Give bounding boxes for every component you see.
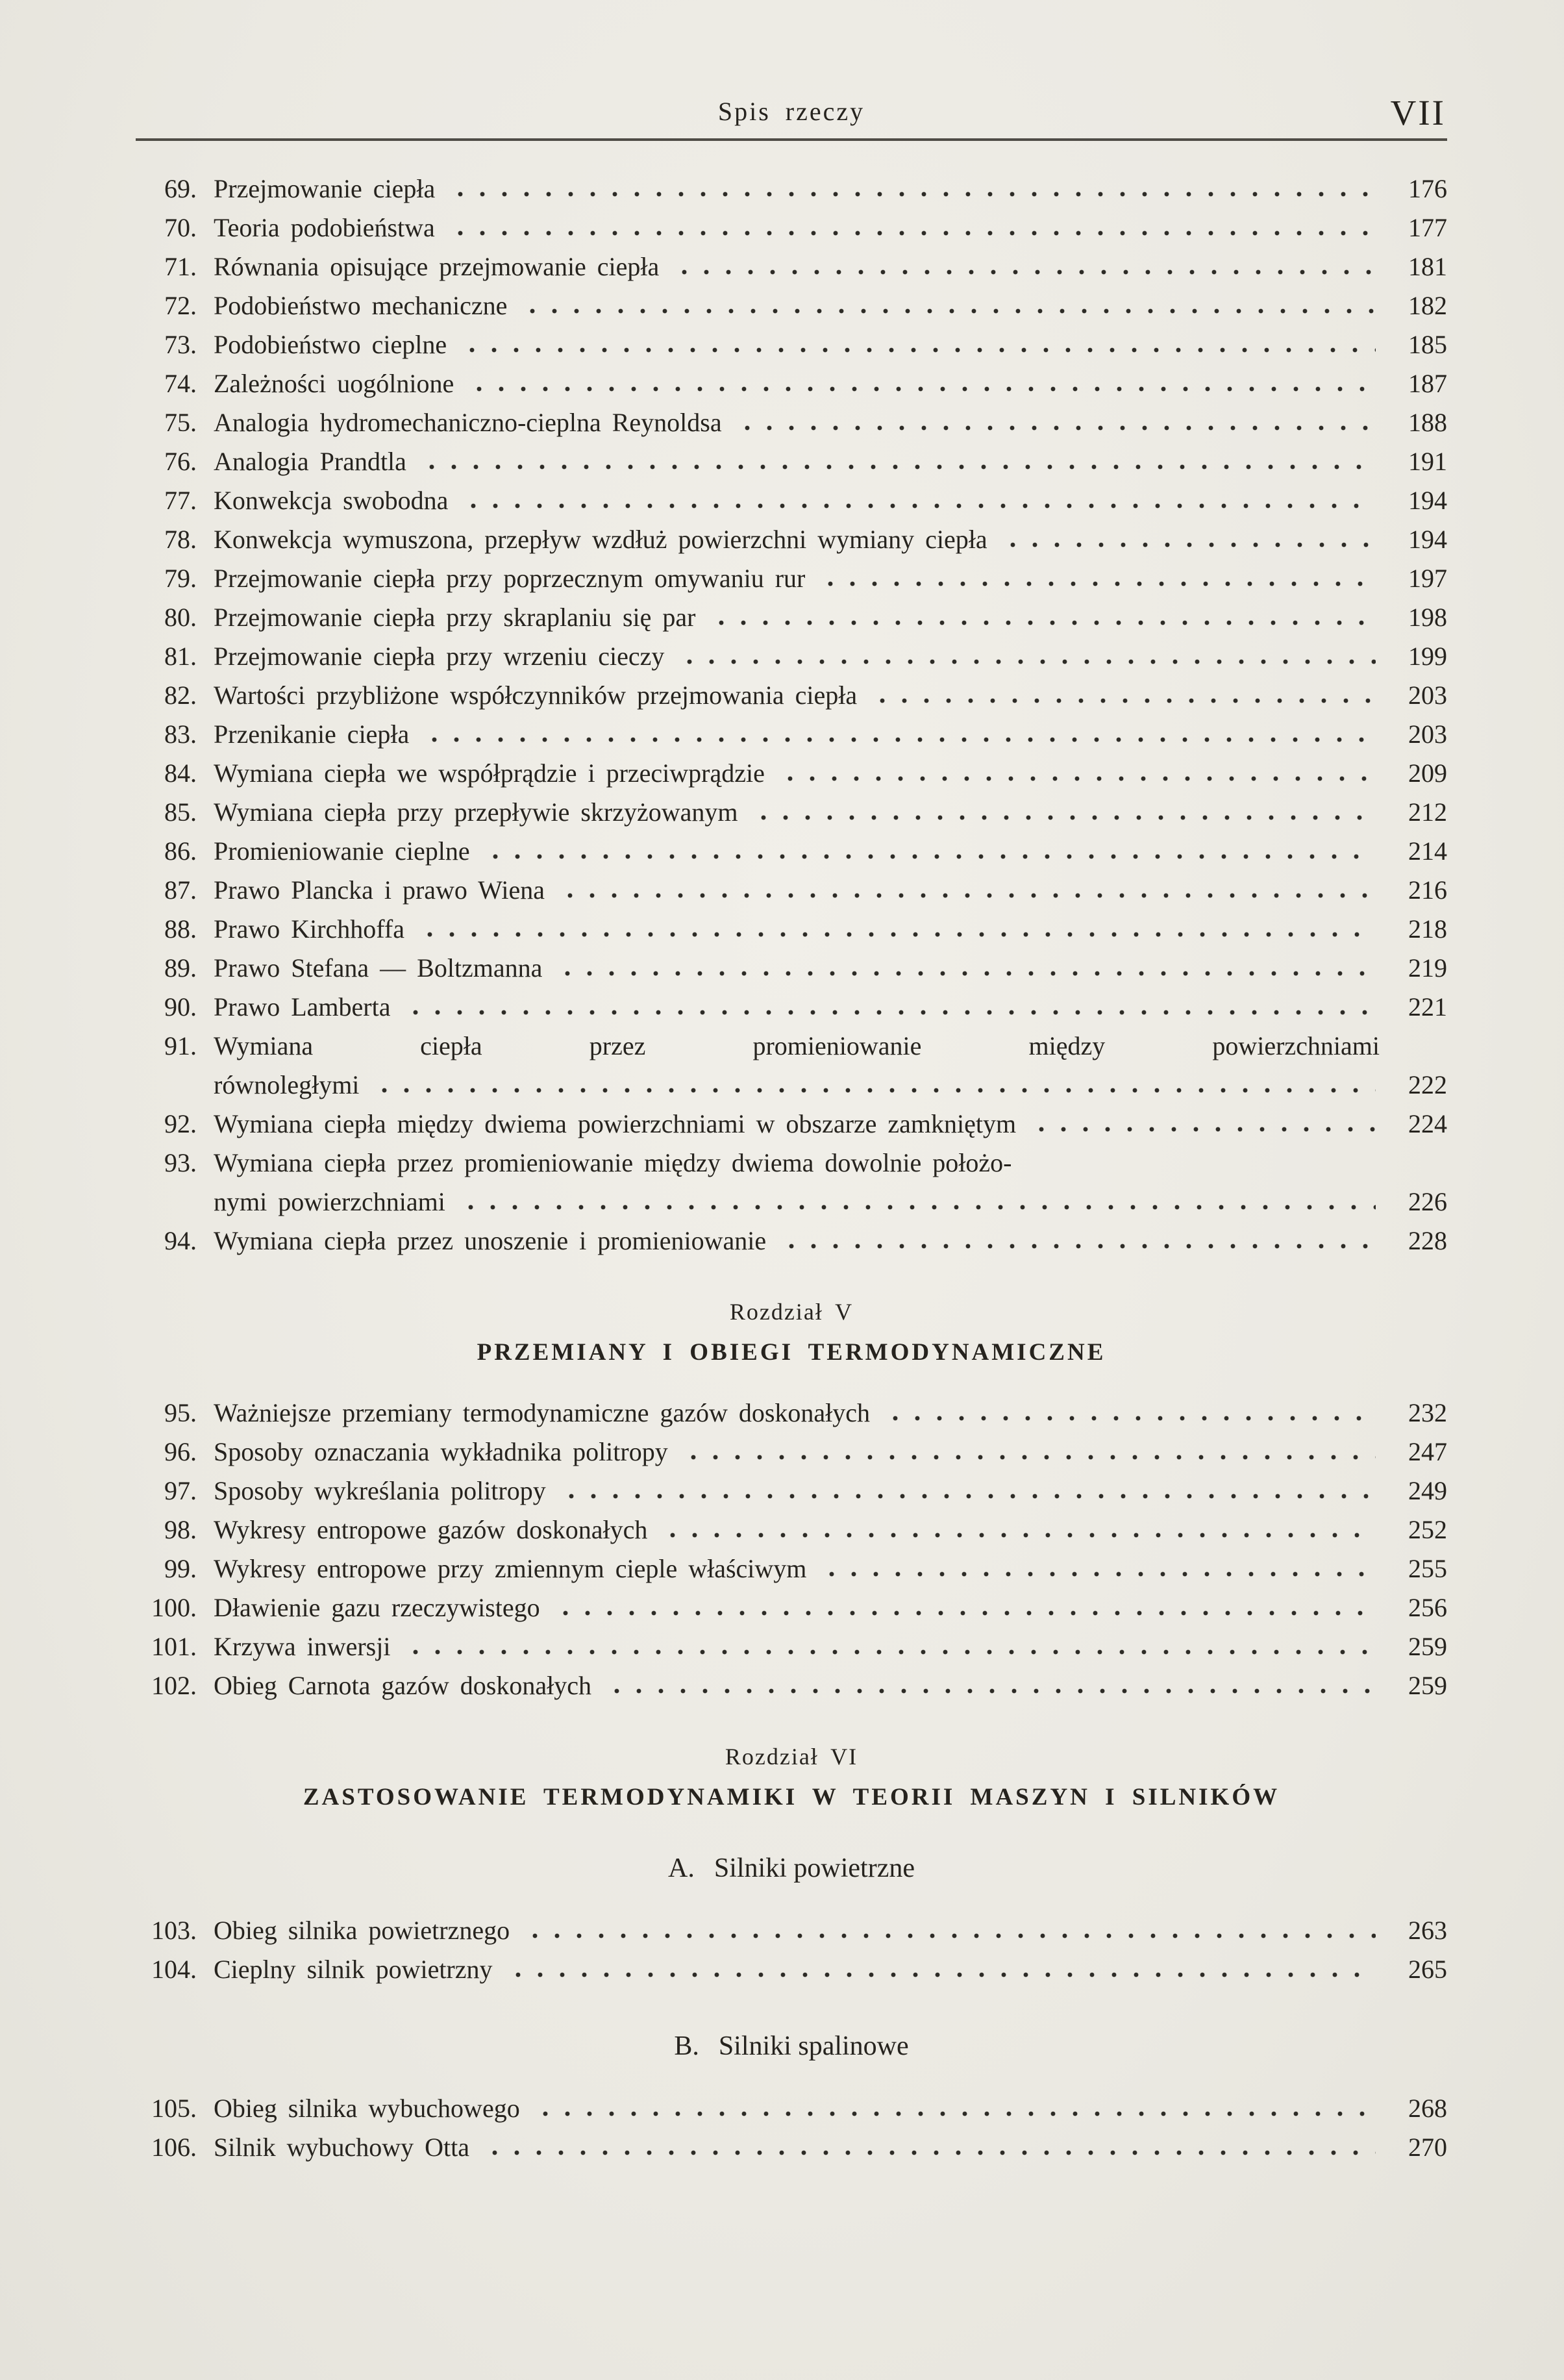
entry-number: 101.: [151, 1632, 197, 1661]
entry-title: Teoria podobieństwa: [214, 213, 435, 242]
toc-entry: [136, 481, 1447, 520]
entry-body: [197, 1588, 1380, 1627]
entry-page-number: 203: [1408, 720, 1447, 749]
entry-page-number: 199: [1408, 642, 1447, 671]
chapter-title: ZASTOSOWANIE TERMODYNAMIKI W TEORII MASZYN I SILNIKÓW: [303, 1784, 1280, 1810]
toc-entry: [136, 559, 1447, 598]
toc-entry: [136, 1666, 1447, 1705]
dot-leader: [818, 1549, 1376, 1588]
entry-body: [197, 988, 1380, 1027]
entry-body: [197, 1105, 1380, 1144]
entry-last-line: [214, 1472, 1380, 1510]
entry-last-line: [214, 637, 1380, 676]
dot-leader: [402, 988, 1376, 1027]
entry-last-line: [214, 520, 1380, 559]
entry-body: [197, 1911, 1380, 1950]
entry-body: [197, 910, 1380, 949]
entry-number: 99.: [164, 1554, 197, 1583]
entry-last-line: [214, 1627, 1380, 1666]
entry-last-line: [214, 403, 1380, 442]
dot-leader: [519, 286, 1376, 325]
toc-entry: [136, 286, 1447, 325]
entry-page-number: 268: [1408, 2094, 1447, 2123]
entry-title: Obieg Carnota gazów doskonałych: [214, 1671, 591, 1700]
page-title: Spis rzeczy: [717, 97, 865, 126]
entry-page-number: 247: [1408, 1437, 1447, 1466]
entry-title: nymi powierzchniami: [214, 1187, 445, 1216]
dot-leader: [999, 520, 1376, 559]
toc-entry: [136, 598, 1447, 637]
entry-last-line: [214, 949, 1380, 988]
entry-page-number: 191: [1408, 447, 1447, 476]
dot-leader: [460, 481, 1376, 520]
entry-number: 96.: [164, 1437, 197, 1466]
entry-number: 97.: [164, 1476, 197, 1505]
dot-leader: [418, 442, 1376, 481]
entry-page-number: 185: [1408, 330, 1447, 359]
dot-leader: [421, 715, 1376, 754]
entry-last-line: [214, 325, 1380, 364]
entry-body: [197, 1394, 1380, 1433]
toc-entry: [136, 637, 1447, 676]
toc-entry: [136, 676, 1447, 715]
entry-last-line: [214, 676, 1380, 715]
toc-entry: [136, 1588, 1447, 1627]
dot-leader: [603, 1666, 1376, 1705]
entry-body: [197, 871, 1380, 910]
entry-title: Krzywa inwersji: [214, 1632, 391, 1661]
entry-body: [197, 2089, 1380, 2128]
entry-number: 89.: [164, 953, 197, 983]
section-title: Silniki spalinowe: [718, 2031, 909, 2061]
entry-last-line: [214, 793, 1380, 832]
toc-entry: [136, 754, 1447, 793]
entry-number: 100.: [151, 1593, 197, 1622]
entry-last-line: [214, 2089, 1380, 2128]
entry-body: [197, 169, 1380, 208]
entry-title: Wymiana ciepła przez unoszenie i promieniowanie: [214, 1226, 767, 1255]
dot-leader: [532, 2089, 1376, 2128]
entry-title: Przejmowanie ciepła: [214, 174, 436, 203]
toc-entry: [136, 208, 1447, 247]
dot-leader: [659, 1510, 1376, 1549]
entry-last-line: [214, 988, 1380, 1027]
entry-body: [197, 1666, 1380, 1705]
entry-number: 105.: [151, 2094, 197, 2123]
entry-body: [197, 2128, 1380, 2167]
dot-leader: [556, 871, 1376, 910]
entry-number: 91.: [164, 1031, 197, 1060]
toc-entry: [136, 1627, 1447, 1666]
entry-title: Przejmowanie ciepła przy poprzecznym omywaniu rur: [214, 564, 806, 593]
entry-last-line: [214, 1105, 1380, 1144]
toc-entry: [136, 1027, 1447, 1105]
toc-entry: [136, 715, 1447, 754]
entry-title: Wartości przybliżone współczynników przejmowania ciepła: [214, 681, 858, 710]
entry-page-number: 177: [1408, 213, 1447, 242]
entry-number: 92.: [164, 1109, 197, 1138]
entry-number: 86.: [164, 836, 197, 866]
entry-body: [197, 481, 1380, 520]
entry-body: [197, 832, 1380, 871]
entry-page-number: 255: [1408, 1554, 1447, 1583]
entry-number: 84.: [164, 758, 197, 788]
chapter-title: PRZEMIANY I OBIEGI TERMODYNAMICZNE: [477, 1339, 1106, 1366]
dot-leader: [552, 1588, 1376, 1627]
entry-page-number: 194: [1408, 525, 1447, 554]
entry-last-line: [214, 910, 1380, 949]
entry-body: [197, 1472, 1380, 1510]
entry-body: [197, 754, 1380, 793]
entry-page-number: 188: [1408, 408, 1447, 437]
entry-body: [197, 1221, 1380, 1260]
entry-title: Wymiana ciepła we współprądzie i przeciwprądzie: [214, 758, 765, 788]
entry-title: Analogia Prandtla: [214, 447, 406, 476]
section-heading: [136, 1853, 1447, 1884]
entry-number: 75.: [164, 408, 197, 437]
entry-last-line: [214, 1549, 1380, 1588]
entry-title: równoległymi: [214, 1070, 360, 1099]
entry-last-line: [214, 208, 1380, 247]
entry-body: [197, 442, 1380, 481]
entry-body: [197, 676, 1380, 715]
entry-last-line: [214, 1911, 1380, 1950]
dot-leader: [554, 949, 1376, 988]
toc-entry: [136, 520, 1447, 559]
entry-page-number: 209: [1408, 758, 1447, 788]
entry-number: 79.: [164, 564, 197, 593]
dot-leader: [482, 832, 1376, 871]
dot-leader: [447, 169, 1376, 208]
dot-leader: [521, 1911, 1376, 1950]
entry-page-number: 222: [1408, 1070, 1447, 1099]
entry-last-line: [214, 1066, 1380, 1105]
entry-page-number: 232: [1408, 1398, 1447, 1427]
entry-page-number: 176: [1408, 174, 1447, 203]
entry-page-number: 265: [1408, 1955, 1447, 1984]
entry-title: Dławienie gazu rzeczywistego: [214, 1593, 540, 1622]
entry-body: [197, 364, 1380, 403]
entry-page-number: 224: [1408, 1109, 1447, 1138]
section-title: Silniki powietrzne: [714, 1853, 915, 1883]
entry-title: Podobieństwo mechaniczne: [214, 291, 508, 320]
entry-page-number: 203: [1408, 681, 1447, 710]
entry-title: Obieg silnika wybuchowego: [214, 2094, 520, 2123]
entry-number: 73.: [164, 330, 197, 359]
entry-page-number: 182: [1408, 291, 1447, 320]
entry-page-number: 194: [1408, 486, 1447, 515]
entry-number: 93.: [164, 1148, 197, 1177]
entry-number: 95.: [164, 1398, 197, 1427]
entry-body: [197, 1433, 1380, 1472]
dot-leader: [676, 637, 1376, 676]
entry-last-line: [214, 2128, 1380, 2167]
entry-title: Podobieństwo cieplne: [214, 330, 447, 359]
entry-title: Przejmowanie ciepła przy wrzeniu cieczy: [214, 642, 665, 671]
dot-leader: [869, 676, 1376, 715]
entry-last-line: [214, 1183, 1380, 1221]
dot-leader: [458, 325, 1376, 364]
dot-leader: [734, 403, 1376, 442]
entry-body: [197, 1144, 1380, 1221]
dot-leader: [481, 2128, 1376, 2167]
scanned-page: [136, 0, 1447, 2167]
dot-leader: [558, 1472, 1376, 1510]
entry-body: [197, 1950, 1380, 1989]
section-letter: B.: [674, 2031, 699, 2061]
entry-title: Prawo Stefana — Boltzmanna: [214, 953, 543, 983]
entry-body: [197, 949, 1380, 988]
entry-title: Równania opisujące przejmowanie ciepła: [214, 252, 660, 281]
toc-entry: [136, 1950, 1447, 1989]
entry-title: Cieplny silnik powietrzny: [214, 1955, 493, 1984]
entry-body: [197, 208, 1380, 247]
entry-title: Konwekcja swobodna: [214, 486, 449, 515]
entry-last-line: [214, 715, 1380, 754]
entry-body: [197, 793, 1380, 832]
entry-page-number: 249: [1408, 1476, 1447, 1505]
entry-title: Wykresy entropowe gazów doskonałych: [214, 1515, 648, 1544]
toc-entry: [136, 1394, 1447, 1433]
entry-title: Silnik wybuchowy Otta: [214, 2133, 469, 2162]
chapter-heading: [136, 1298, 1447, 1366]
dot-leader: [708, 598, 1376, 637]
entry-number: 104.: [151, 1955, 197, 1984]
dot-leader: [1028, 1105, 1376, 1144]
entry-page-number: 198: [1408, 603, 1447, 632]
toc-entry: [136, 1144, 1447, 1221]
entry-number: 103.: [151, 1916, 197, 1945]
entry-last-line: [214, 364, 1380, 403]
toc-entry: [136, 2128, 1447, 2167]
entry-body: [197, 1627, 1380, 1666]
entry-last-line: [214, 286, 1380, 325]
entry-last-line: [214, 481, 1380, 520]
entry-page-number: 218: [1408, 914, 1447, 944]
entry-number: 69.: [164, 174, 197, 203]
dot-leader: [817, 559, 1376, 598]
toc-entry: [136, 871, 1447, 910]
entry-number: 88.: [164, 914, 197, 944]
entry-page-number: 181: [1408, 252, 1447, 281]
dot-leader: [447, 208, 1376, 247]
entry-number: 81.: [164, 642, 197, 671]
entry-page-number: 216: [1408, 875, 1447, 905]
entry-last-line: [214, 169, 1380, 208]
entry-body: [197, 1027, 1380, 1105]
section-heading: [136, 2031, 1447, 2062]
entry-title: Promieniowanie cieplne: [214, 836, 470, 866]
entry-page-number: 187: [1408, 369, 1447, 398]
entry-title-line: Wymiana ciepła przez promieniowanie między dwiema dowolnie położo-: [214, 1148, 1012, 1177]
dot-leader: [465, 364, 1376, 403]
entry-last-line: [214, 559, 1380, 598]
dot-leader: [750, 793, 1376, 832]
entry-body: [197, 403, 1380, 442]
toc-entry: [136, 1549, 1447, 1588]
entry-page-number: 259: [1408, 1671, 1447, 1700]
entry-title: Sposoby wykreślania politropy: [214, 1476, 546, 1505]
entry-page-number: 197: [1408, 564, 1447, 593]
toc-entry: [136, 793, 1447, 832]
chapter-label: Rozdział V: [729, 1299, 854, 1325]
entry-title: Konwekcja wymuszona, przepływ wzdłuż powierzchni wymiany ciepła: [214, 525, 987, 554]
entry-number: 70.: [164, 213, 197, 242]
entry-title: Zależności uogólnione: [214, 369, 454, 398]
entry-title-line: Wymiana ciepła przez promieniowanie między powierzchniami: [214, 1031, 1380, 1060]
entry-number: 98.: [164, 1515, 197, 1544]
entry-body: [197, 1549, 1380, 1588]
entry-title: Analogia hydromechaniczno-cieplna Reynoldsa: [214, 408, 722, 437]
entry-body: [197, 286, 1380, 325]
toc-entry: [136, 364, 1447, 403]
entry-title: Wykresy entropowe przy zmiennym cieple właściwym: [214, 1554, 807, 1583]
entry-last-line: [214, 442, 1380, 481]
entry-page-number: 219: [1408, 953, 1447, 983]
entry-body: [197, 1510, 1380, 1549]
entry-page-number: 256: [1408, 1593, 1447, 1622]
toc-entry: [136, 1221, 1447, 1260]
entry-title: Przejmowanie ciepła przy skraplaniu się par: [214, 603, 696, 632]
entry-page-number: 221: [1408, 992, 1447, 1021]
entry-last-line: [214, 247, 1380, 286]
entry-number: 74.: [164, 369, 197, 398]
entry-title: Obieg silnika powietrznego: [214, 1916, 510, 1945]
toc-entry: [136, 910, 1447, 949]
entry-number: 78.: [164, 525, 197, 554]
dot-leader: [671, 247, 1376, 286]
entry-last-line: [214, 754, 1380, 793]
entry-title: Wymiana ciepła między dwiema powierzchniami w obszarze zamkniętym: [214, 1109, 1017, 1138]
dot-leader: [504, 1950, 1376, 1989]
toc-list: [136, 169, 1447, 2167]
entry-number: 72.: [164, 291, 197, 320]
page-header: [136, 93, 1447, 141]
entry-last-line: [214, 1394, 1380, 1433]
toc-entry: [136, 247, 1447, 286]
entry-number: 71.: [164, 252, 197, 281]
toc-entry: [136, 1510, 1447, 1549]
entry-last-line: [214, 832, 1380, 871]
entry-body: [197, 715, 1380, 754]
dot-leader: [402, 1627, 1376, 1666]
dot-leader: [680, 1433, 1376, 1472]
entry-last-line: [214, 1433, 1380, 1472]
entry-last-line: [214, 1221, 1380, 1260]
folio-page-number: VII: [1390, 93, 1446, 132]
entry-body: [197, 559, 1380, 598]
toc-entry: [136, 442, 1447, 481]
toc-entry: [136, 1433, 1447, 1472]
entry-last-line: [214, 871, 1380, 910]
entry-last-line: [214, 1510, 1380, 1549]
entry-number: 83.: [164, 720, 197, 749]
entry-title: Przenikanie ciepła: [214, 720, 410, 749]
toc-entry: [136, 403, 1447, 442]
toc-entry: [136, 1472, 1447, 1510]
entry-page-number: 214: [1408, 836, 1447, 866]
entry-body: [197, 637, 1380, 676]
toc-entry: [136, 832, 1447, 871]
entry-page-number: 259: [1408, 1632, 1447, 1661]
entry-last-line: [214, 1588, 1380, 1627]
entry-title: Prawo Plancka i prawo Wiena: [214, 875, 545, 905]
section-letter: A.: [668, 1853, 695, 1883]
entry-page-number: 270: [1408, 2133, 1447, 2162]
entry-number: 106.: [151, 2133, 197, 2162]
entry-number: 76.: [164, 447, 197, 476]
entry-page-number: 226: [1408, 1187, 1447, 1216]
entry-number: 102.: [151, 1671, 197, 1700]
entry-page-number: 228: [1408, 1226, 1447, 1255]
entry-title: Sposoby oznaczania wykładnika politropy: [214, 1437, 668, 1466]
toc-entry: [136, 325, 1447, 364]
entry-last-line: [214, 1950, 1380, 1989]
toc-entry: [136, 988, 1447, 1027]
dot-leader: [416, 910, 1376, 949]
entry-last-line: [214, 1666, 1380, 1705]
toc-entry: [136, 949, 1447, 988]
toc-entry: [136, 2089, 1447, 2128]
entry-title: Wymiana ciepła przy przepływie skrzyżowanym: [214, 797, 738, 827]
entry-number: 77.: [164, 486, 197, 515]
dot-leader: [776, 754, 1376, 793]
entry-title: Prawo Lamberta: [214, 992, 391, 1021]
dot-leader: [457, 1183, 1376, 1221]
entry-title: Ważniejsze przemiany termodynamiczne gazów doskonałych: [214, 1398, 871, 1427]
toc-entry: [136, 1911, 1447, 1950]
entry-page-number: 252: [1408, 1515, 1447, 1544]
entry-number: 80.: [164, 603, 197, 632]
entry-body: [197, 325, 1380, 364]
entry-number: 87.: [164, 875, 197, 905]
entry-number: 85.: [164, 797, 197, 827]
dot-leader: [371, 1066, 1376, 1105]
entry-body: [197, 598, 1380, 637]
entry-number: 90.: [164, 992, 197, 1021]
entry-page-number: 263: [1408, 1916, 1447, 1945]
entry-last-line: [214, 598, 1380, 637]
entry-title: Prawo Kirchhoffa: [214, 914, 404, 944]
toc-entry: [136, 1105, 1447, 1144]
chapter-label: Rozdział VI: [725, 1744, 858, 1770]
entry-number: 94.: [164, 1226, 197, 1255]
dot-leader: [882, 1394, 1376, 1433]
entry-body: [197, 247, 1380, 286]
dot-leader: [778, 1221, 1376, 1260]
entry-page-number: 212: [1408, 797, 1447, 827]
entry-number: 82.: [164, 681, 197, 710]
running-head-rule: [136, 93, 1447, 141]
chapter-heading: [136, 1743, 1447, 1811]
entry-body: [197, 520, 1380, 559]
toc-entry: [136, 169, 1447, 208]
